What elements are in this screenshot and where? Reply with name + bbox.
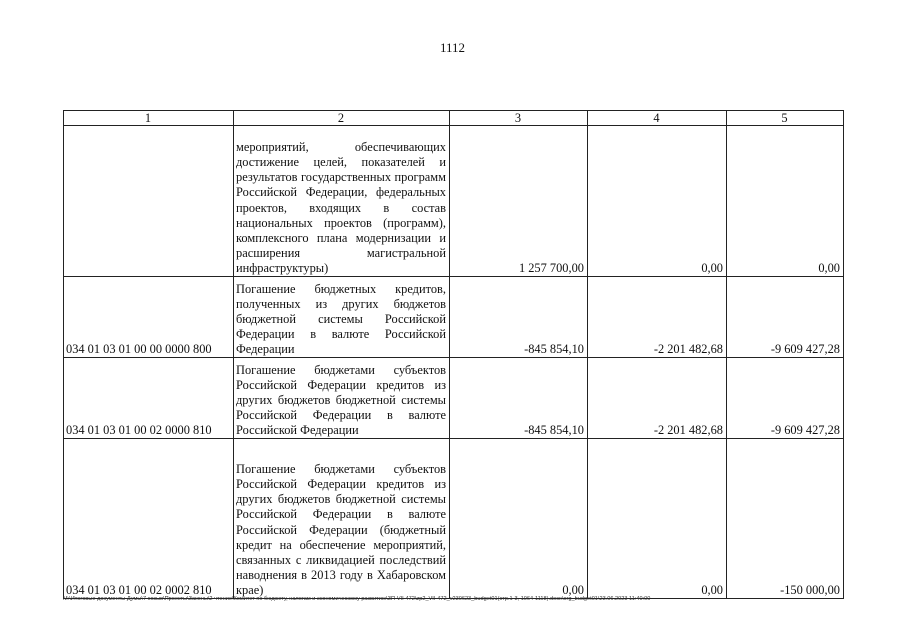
amount-col5-cell: -9 609 427,28 <box>727 277 844 358</box>
column-header-1: 1 <box>64 111 234 126</box>
budget-code-cell: 034 01 03 01 00 00 0000 800 <box>64 277 234 358</box>
budget-table <box>63 110 844 599</box>
table-header-row <box>64 111 844 126</box>
amount-col3-cell: -845 854,10 <box>450 358 588 439</box>
amount-col5-cell: 0,00 <box>727 126 844 277</box>
column-header-3: 3 <box>450 111 588 126</box>
amount-col4-cell: 0,00 <box>588 439 727 599</box>
amount-col3-cell: 1 257 700,00 <box>450 126 588 277</box>
budget-code-cell: 034 01 03 01 00 02 0002 810 <box>64 439 234 599</box>
budget-code-cell: 034 01 03 01 00 02 0000 810 <box>64 358 234 439</box>
amount-col4-cell: 0,00 <box>588 126 727 277</box>
description-cell: Погашение бюджетами субъектов Российской Федерации кредитов из других бюджетов бюджетной системы Российской Федерации в валюте Российской Федерации (бюджетный кредит на обеспечение мероприятий, связанных с ликвидацией последствий наводнения в 2013 году в Хабаровском крае) <box>234 439 450 599</box>
table-row <box>64 126 844 277</box>
amount-col3-cell: 0,00 <box>450 439 588 599</box>
amount-col4-cell: -2 201 482,68 <box>588 358 727 439</box>
amount-col3-cell: -845 854,10 <box>450 277 588 358</box>
table-row <box>64 358 844 439</box>
description-cell: мероприятий, обеспечивающих достижение целей, показателей и результатов государственных программ Российской Федерации, федеральных проектов, входящих в состав национальных проектов (программ), комплексного плана модернизации и расширения магистральной инфраструктуры) <box>234 126 450 277</box>
column-header-4: 4 <box>588 111 727 126</box>
amount-col4-cell: -2 201 482,68 <box>588 277 727 358</box>
description-cell: Погашение бюджетных кредитов, полученных из других бюджетов бюджетной системы Российской Федерации в валюте Российской Федерации <box>234 277 450 358</box>
table-row <box>64 439 844 599</box>
amount-col5-cell: -150 000,00 <box>727 439 844 599</box>
column-header-2: 2 <box>234 111 450 126</box>
budget-code-cell <box>64 126 234 277</box>
column-header-5: 5 <box>727 111 844 126</box>
description-cell: Погашение бюджетами субъектов Российской Федерации кредитов из других бюджетов бюджетной системы Российской Федерации в валюте Российской Федерации <box>234 358 450 439</box>
page-number: 1112 <box>439 40 466 55</box>
amount-col5-cell: -9 609 427,28 <box>727 358 844 439</box>
document-file-path: M:\Итоговые документы Думы\7 созыв\Проекты\Законы\2 чтение\Комитет по бюджету, налогам и экономическому развитию\ЗП-VII-472\zp2_VII-472_v230623_budget01(стр.1-3, 1064-1118).docx\org_budget01\23.06.2023 11:40:00 <box>63 596 651 602</box>
table-row <box>64 277 844 358</box>
